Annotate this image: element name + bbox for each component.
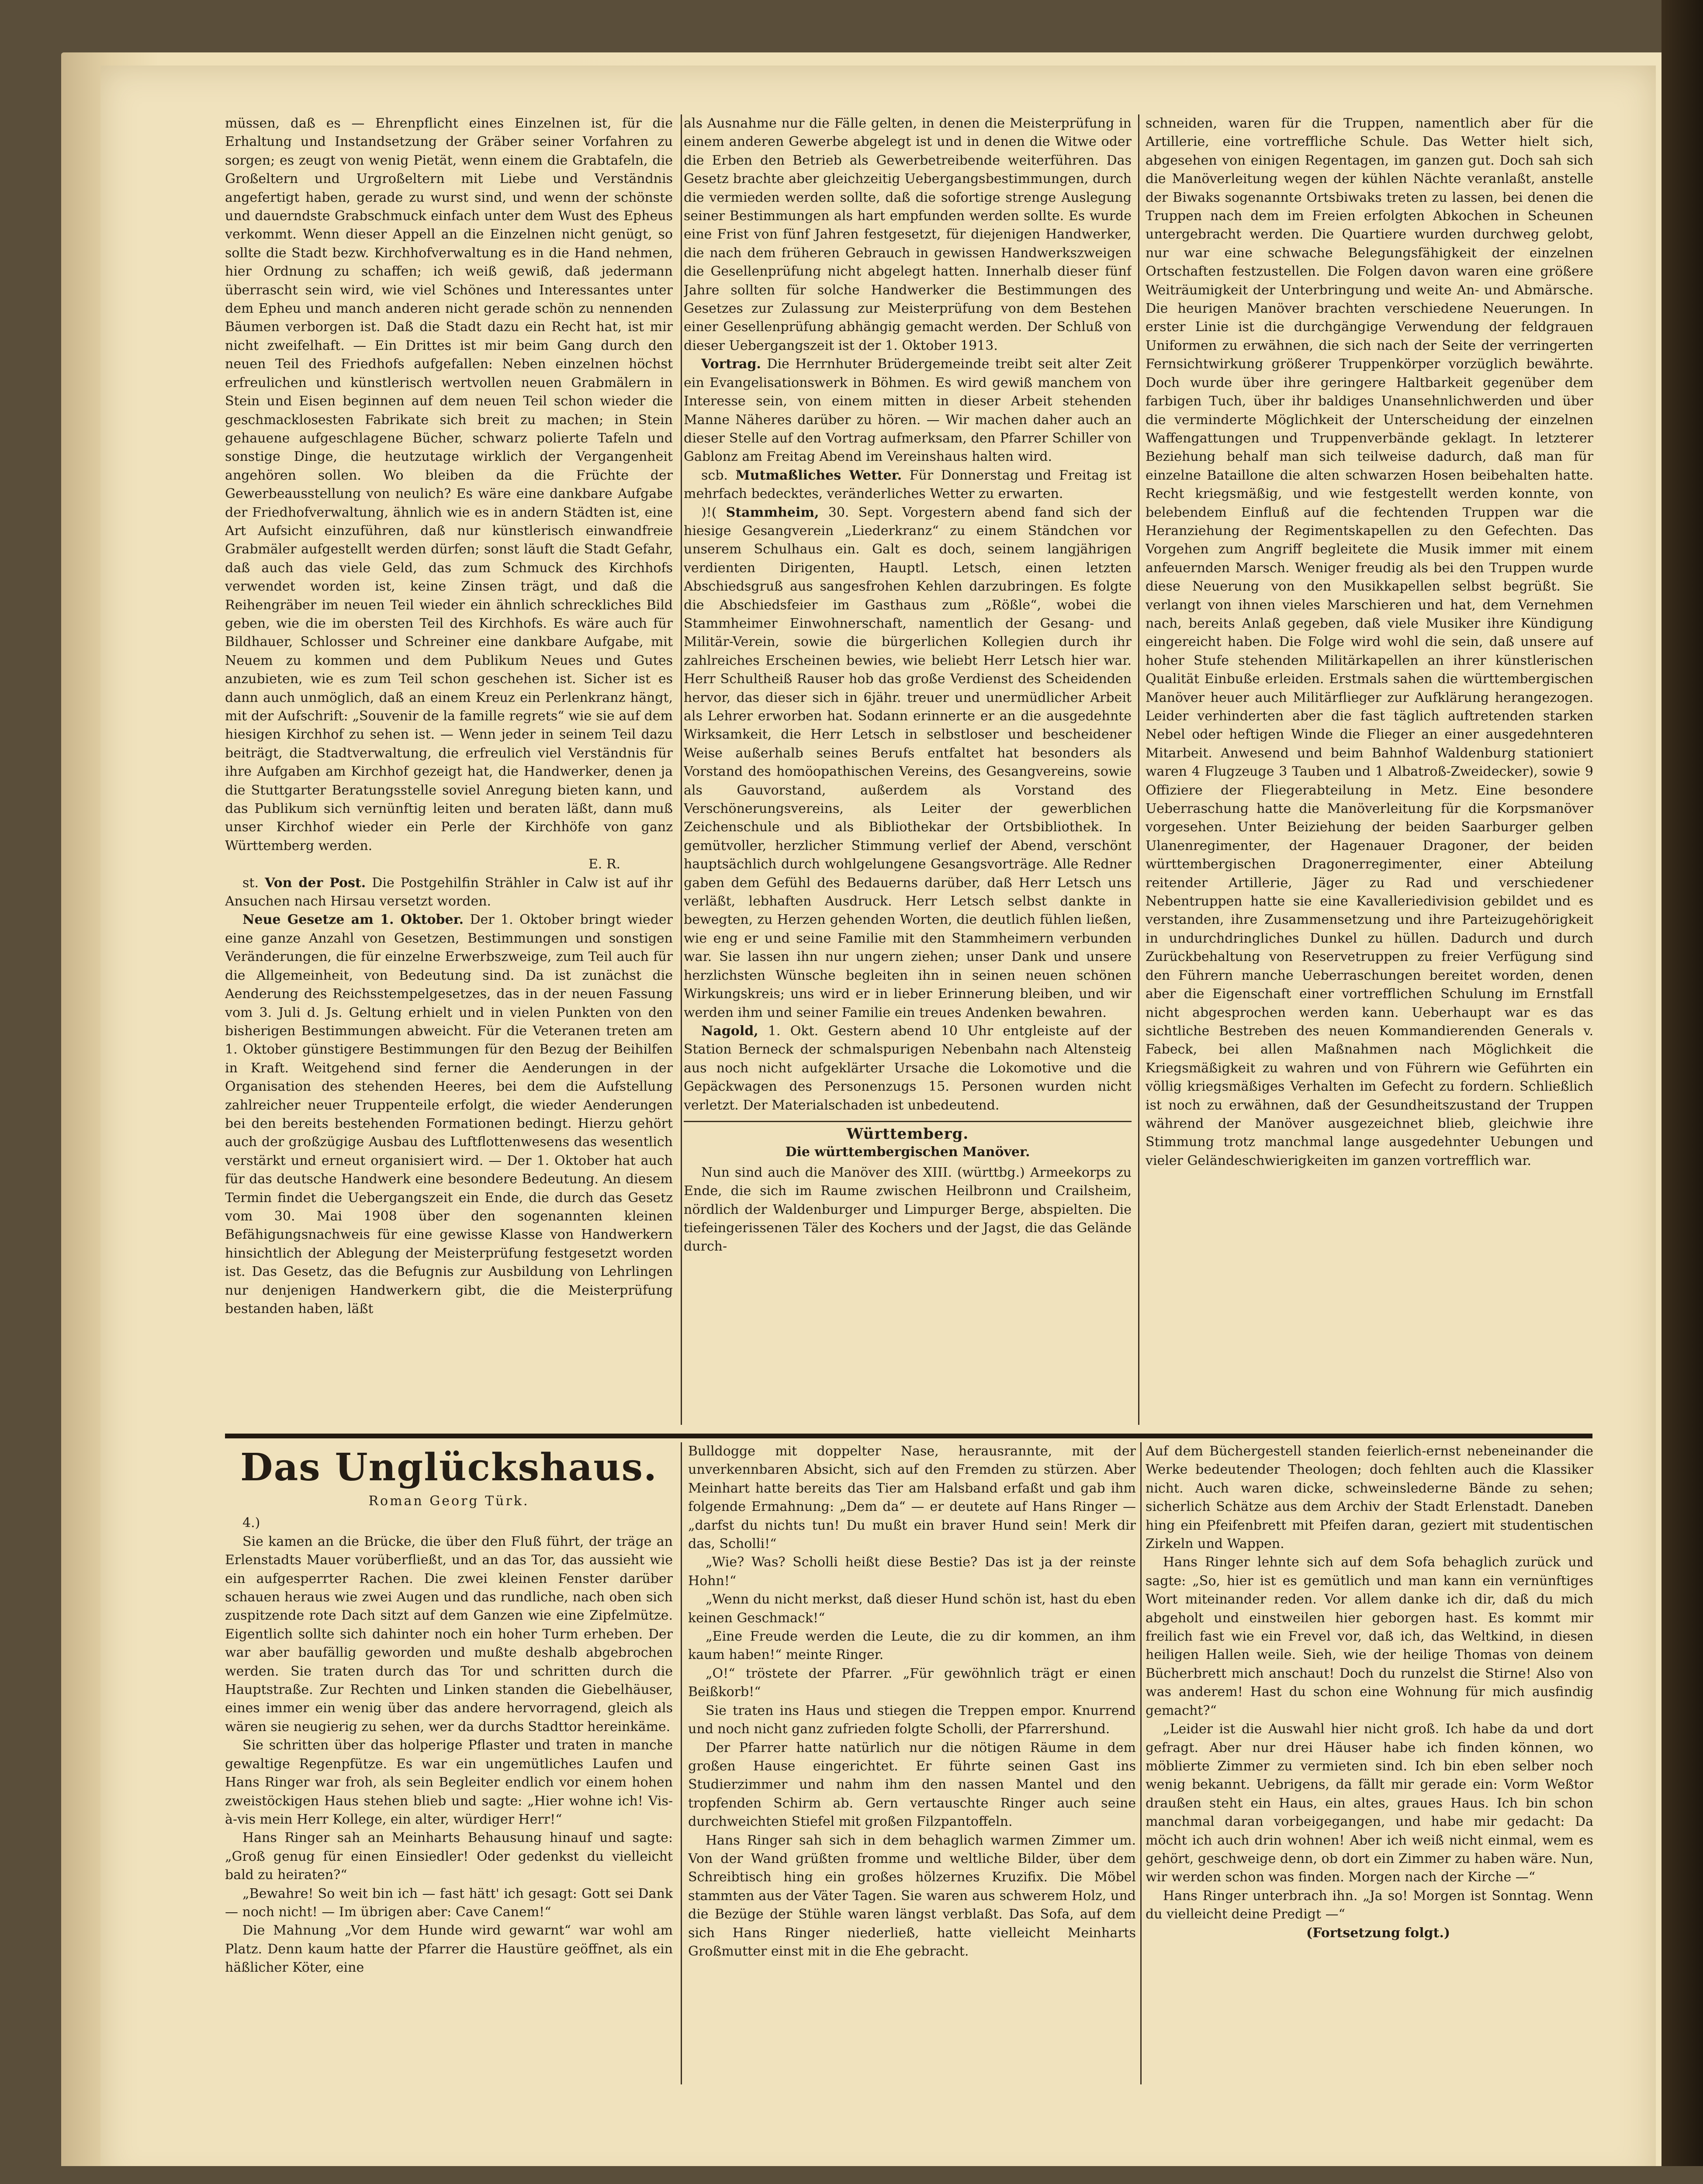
story-title: Das Unglückshaus. bbox=[240, 1445, 658, 1489]
wuerttemberg-heading: Württemberg. bbox=[846, 1125, 969, 1143]
story-paragraph: Hans Ringer sah sich in dem behaglich warmen Zimmer um. Von der Wand grüßten fromme und weltliche Bilder, über dem Schreibtisch hing ein großes hölzernes Kruzifix. Die Möbel stammten aus der Väter Tagen. Sie waren aus schwerem Holz, und die Bezüge der Stühle waren längst verblaßt. Das Sofa, auf dem sich Hans Ringer niederließ, hatte vielleicht Meinharts Großmutter einst mit in die Ehe gebracht. bbox=[688, 1832, 1136, 1959]
feuilleton-separator bbox=[225, 1434, 1592, 1438]
story-paragraph: Sie kamen an die Brücke, die über den Fluß führt, der träge an Erlenstadts Mauer vorüberfließt, und an das Tor, das aussieht wie ein aufgesperrter Rachen. Die zwei kleinen Fenster darüber schauen heraus wie zwei Augen und das rundliche, nach oben sich zuspitzende rote Dach sitzt auf dem Ganzen wie eine Zipfelmütze. Eigentlich sollte sich dahinter noch ein hoher Turm erheben. Der war aber baufällig geworden und mußte deshalb abgebrochen werden. Sie traten durch das Tor und schritten durch die Hauptstraße. Zur Rechten und Linken standen die Giebelhäuser, eines immer ein wenig über das andere hervorragend, gleich als wären sie neugierig zu sehen, wer da durchs Stadttor hereinkäme. bbox=[225, 1534, 673, 1735]
wetter-text: Für Donnerstag und Freitag ist mehrfach bedecktes, veränderliches Wetter zu erwarten. bbox=[684, 467, 1132, 502]
column-divider-1 bbox=[681, 114, 682, 1425]
continuation-note: (Fortsetzung folgt.) bbox=[1306, 1925, 1450, 1941]
wetter-lead: Mutmaßliches Wetter. bbox=[735, 467, 902, 483]
manoever-text: Nun sind auch die Manöver des XIII. (württbg.) Armeekorps zu Ende, die sich im Raume zwischen Heilbronn und Crailsheim, nördlich der Waldenburger und Limpurger Berge, abspielten. Die tiefeingerissenen Täler des Kochers und der Jagst, die das Gelände durch- bbox=[684, 1165, 1132, 1254]
vortrag-notice bbox=[684, 355, 1132, 466]
article-signature: E. R. bbox=[588, 857, 620, 872]
stammheim-text: 30. Sept. Vorgestern abend fand sich der hiesige Gesangverein „Liederkranz“ zu einem Ständchen vor unserem Schulhaus ein. Galt es doch, seinem langjährigen verdienten Dirigenten, Hauptl. Letsch, einen letzten Abschiedsgruß aus sangesfrohen Kehlen darzubringen. Es folgte die Abschiedsfeier im Gasthaus zum „Rößle“, wobei die Stammheimer Einwohnerschaft, namentlich der Gesang- und Militär-Verein, sowie die bürgerlichen Kollegien durch ihr zahlreiches Erscheinen bewies, wie beliebt Herr Letsch hier war. Herr Schultheiß Rauser hob das große Verdienst des Scheidenden hervor, das dieser sich in 6jähr. treuer und unermüdlicher Arbeit als Lehrer erworben hat. Sodann erinnerte er an die ausgedehnte Wirksamkeit, die Herr Letsch in selbstloser und bescheidener Weise außerhalb seines Berufs entfaltet hat besonders als Vorstand des homöopathischen Vereins, des Gesangvereins, sowie als Gauvorstand, außerdem als Vorstand des Verschönerungsvereins, als Leiter der gewerblichen Zeichenschule und als Bibliothekar der Ortsbibliothek. In gemütvoller, herzlicher Stimmung verlief der Abend, verschönt hauptsächlich durch wohlgelungene Gesangsvorträge. Alle Redner gaben dem Gefühl des Bedauerns darüber, daß Herr Letsch uns verläßt, lebhaften Ausdruck. Herr Letsch selbst dankte in bewegten, zu Herzen gehenden Worten, die deutlich fühlen ließen, wie eng er und seine Familie mit den Stammheimern verbunden war. Sie lassen ihn nur ungern ziehen; unser Dank und unsere herzlichsten Wünsche begleiten ihn in seinen neuen schönen Wirkungskreis; uns wird er in lieber Erinnerung bleiben, und wir werden ihm und seiner Familie ein treues Andenken bewahren. bbox=[684, 505, 1132, 1020]
story-paragraph: „Eine Freude werden die Leute, die zu dir kommen, an ihm kaum haben!“ meinte Ringer. bbox=[688, 1629, 1136, 1663]
column-divider-2 bbox=[1138, 114, 1139, 1425]
story-paragraph: Der Pfarrer hatte natürlich nur die nötigen Räume in dem großen Hause eingerichtet. Er führte seinen Gast ins Studierzimmer und nahm ihm den nassen Mantel und den tropfenden Schirm ab. Gern vertauschte Ringer auch seine durchweichten Stiefel mit großen Filzpantoffeln. bbox=[688, 1740, 1136, 1830]
nagold-lead: Nagold, bbox=[701, 1023, 758, 1039]
right-margin-strip bbox=[1661, 0, 1703, 2184]
kirchhof-article: müssen, daß es — Ehrenpflicht eines Einzelnen ist, für die Erhaltung und Instandsetzung der Gräber seiner Vorfahren zu sorgen; es zeugt von wenig Pietät, wenn einem die Grabtafeln, die Großeltern und Urgroßeltern mit Liebe und Verständnis angefertigt haben, gerade zu wurst sind, und wenn der schönste und dauerndste Grabschmuck einfach unter dem Wust des Epheus verkommt. Wenn dieser Appell an die Einzelnen nicht genügt, so sollte die Stadt bezw. Kirchhofverwaltung es in die Hand nehmen, hier Ordnung zu schaffen; ich weiß gewiß, daß jedermann überrascht sein wird, wie viel Schönes und Interessantes unter dem Epheu und manch anderen nicht gerade schön zu nennenden Bäumen verborgen ist. Daß die Stadt dazu ein Recht hat, ist mir nicht zweifelhaft. — Ein Drittes ist mir beim Gang durch den neuen Teil des Friedhofs aufgefallen: Neben einzelnen höchst erfreulichen und künstlerisch wertvollen neuen Grabmälern in Stein und Eisen beginnen auf dem neuen Teil schon wieder die geschmacklosesten Fabrikate sich breit zu machen; in Stein gehauene aufgeschlagene Bücher, schwarz polierte Tafeln und sonstige Dinge, die heutzutage wirklich der Vergangenheit angehören sollen. Wo bleiben da die Früchte der Gewerbeausstellung von neulich? Es wäre eine dankbare Aufgabe der Friedhofverwaltung, ähnlich wie es in andern Städten ist, eine Art Aufsicht einzuführen, daß nur künstlerisch einwandfreie Grabmäler aufgestellt werden dürfen; sonst läuft die Stadt Gefahr, daß auch das viele Geld, das zum Schmuck des Kirchhofs verwendet worden ist, keine Zinsen trägt, und daß die Reihengräber im neuen Teil wieder ein ähnlich schreckliches Bild geben, wie die im obersten Teil des Kirchhofs. Es wäre auch für Bildhauer, Schlosser und Schreiner eine dankbare Aufgabe, mit Neuem zu kommen und dem Publikum Neues und Gutes anzubieten, wie es zum Teil schon geschehen ist. Sicher ist es dann auch unmöglich, daß an einem Kreuz ein Perlenkranz hängt, mit der Aufschrift: „Souvenir de la famille regrets“ wie sie auf dem hiesigen Kirchhof zu sehen ist. — Wenn jeder in seinem Teil dazu beiträgt, die Stadtverwaltung, die erfreulich viel Verständnis für ihre Aufgaben am Kirchhof gezeigt hat, die Handwerker, denen ja die Stuttgarter Beratungsstelle soviel Anregung bieten kann, und das Publikum sich vernünftig leiten und beraten läßt, dann muß unser Kirchhof wieder ein Perle der Kirchhöfe von ganz Württemberg werden. bbox=[225, 116, 673, 854]
story-author: Roman Georg Türk. bbox=[368, 1493, 530, 1509]
gesetze-continued: als Ausnahme nur die Fälle gelten, in denen die Meisterprüfung in einem anderen Gewerbe abgelegt ist und in denen die Witwe oder die Erben den Betrieb als Gewerbetreibende weiterführen. Das Gesetz brachte aber gleichzeitig Uebergangsbestimmungen, durch die vermieden werden sollte, daß die sofortige strenge Auslegung seiner Bestimmungen als hart empfunden werden sollte. Es wurde eine Frist von fünf Jahren festgesetzt, für diejenigen Handwerker, die nach dem früheren Gebrauch in gewissen Handwerkszweigen die Gesellenprüfung nicht abgelegt hatten. Innerhalb dieser fünf Jahre sollten für solche Handwerker die Bestimmungen des Gesetzes zur Zulassung zur Meisterprüfung von dem Bestehen einer Gesellenprüfung abhängig gemacht werden. Der Schluß von dieser Uebergangszeit ist der 1. Oktober 1913. bbox=[684, 116, 1132, 353]
nagold-notice bbox=[684, 1022, 1132, 1115]
story-column-2 bbox=[688, 1442, 1136, 2089]
column-2 bbox=[684, 114, 1132, 1431]
stammheim-lead: Stammheim, bbox=[726, 505, 819, 520]
story-paragraph: „Leider ist die Auswahl hier nicht groß. Ich habe da und dort gefragt. Aber nur drei Häuser habe ich finden können, wo möblierte Zimmer zu vermieten sind. Ich bin eben selber noch wenig bekannt. Uebrigens, da fällt mir gerade ein: Vorm Weßtor draußen steht ein Haus, ein altes, graues Haus. Ich bin schon manchmal daran vorbeigegangen, und habe mir gedacht: Da möcht ich auch drin wohnen! Aber ich weiß nicht einmal, wem es gehört, geschweige denn, ob dort ein Zimmer zu haben wäre. Nun, wir werden schon was finden. Morgen nach der Kirche —“ bbox=[1146, 1721, 1593, 1885]
post-lead: Von der Post. bbox=[265, 875, 366, 891]
story-paragraph: „Wenn du nicht merkst, daß dieser Hund schön ist, hast du eben keinen Geschmack!“ bbox=[688, 1592, 1136, 1626]
nagold-text: 1. Okt. Gestern abend 10 Uhr entgleiste auf der Station Berneck der schmalspurigen Nebenbahn nach Altensteig aus noch nicht aufgeklärter Ursache die Lokomotive und die Gepäckwagen des Personenzugs 15. Personen wurden nicht verletzt. Der Materialschaden ist unbedeutend. bbox=[684, 1023, 1132, 1113]
story-divider-1 bbox=[681, 1442, 682, 2084]
vortrag-lead: Vortrag. bbox=[701, 356, 761, 372]
stammheim-notice bbox=[684, 504, 1132, 1022]
story-paragraph: Auf dem Büchergestell standen feierlich-ernst nebeneinander die Werke bedeutender Theologen; doch fehlten auch die Klassiker nicht. Auch waren dicke, schweinslederne Bände zu sehen; sicherlich Schätze aus dem Archiv der Stadt Erlenstadt. Daneben hing ein Pfeifenbrett mit Pfeifen daran, geziert mit studentischen Zirkeln und Wappen. bbox=[1146, 1444, 1593, 1552]
bottom-ruler bbox=[0, 2166, 1703, 2184]
story-paragraph: „Bewahre! So weit bin ich — fast hätt' ich gesagt: Gott sei Dank — noch nicht! — Im übrigen aber: Cave Canem!“ bbox=[225, 1886, 673, 1920]
column-1 bbox=[225, 114, 673, 1431]
gesetze-lead: Neue Gesetze am 1. Oktober. bbox=[242, 912, 464, 928]
story-paragraph: Hans Ringer lehnte sich auf dem Sofa behaglich zurück und sagte: „So, hier ist es gemütlich und man kann ein vernünftiges Wort miteinander reden. Vor allem danke ich dir, daß du mich abgeholt und einstweilen hier geborgen hast. Es kommt mir freilich fast wie ein Frevel vor, daß ich, das Weltkind, in diesen heiligen Hallen weile. Sieh, wie der heilige Thomas von deinem Bücherbrett mich anschaut! Doch du runzelst die Stirne! Also von was anderem! Hast du schon eine Wohnung für mich ausfindig gemacht?“ bbox=[1146, 1555, 1593, 1718]
story-paragraph: Die Mahnung „Vor dem Hunde wird gewarnt“ war wohl am Platz. Denn kaum hatte der Pfarrer die Haustüre geöffnet, als ein häßlicher Köter, eine bbox=[225, 1923, 673, 1976]
gesetze-notice bbox=[225, 911, 673, 1318]
manoever-continued: schneiden, waren für die Truppen, namentlich aber für die Artillerie, eine vortreffliche Schule. Das Wetter hielt sich, abgesehen von einigen Regentagen, im ganzen gut. Doch sah sich die Manöverleitung wegen der kühlen Nächte veranlaßt, anstelle der Biwaks sogenannte Ortsbiwaks treten zu lassen, bei denen die Truppen nach dem im Freien erfolgten Abkochen in Scheunen untergebracht werden. Die Quartiere wurden durchweg gelobt, nur war eine schwache Belegungsfähigkeit der einzelnen Ortschaften festzustellen. Die Folgen davon waren eine größere Weiträumigkeit der Unterbringung und weite An- und Abmärsche. Die heurigen Manöver brachten verschiedene Neuerungen. In erster Linie ist die durchgängige Verwendung der feldgrauen Uniformen zu erwähnen, die sich nach der Seite der verringerten Fernsichtwirkung größerer Truppenkörper vorzüglich bewährte. Doch wurde über ihre geringere Haltbarkeit gegenüber dem farbigen Tuch, über ihr baldiges Unansehnlichwerden und über die verminderte Möglichkeit der Unterscheidung der einzelnen Waffengattungen und Truppenverbände geklagt. In letzterer Beziehung behalf man sich teilweise dadurch, daß man für einzelne Bataillone die alten schwarzen Hosen beibehalten hatte. Recht kriegsmäßig, und wie festgestellt werden konnte, von belebendem Einfluß auf die fechtenden Truppen war die Heranziehung der Regimentskapellen zu den Gefechten. Das Vorgehen zum Angriff begleitete die Musik immer mit einem anfeuernden Marsch. Weniger freudig als bei den Truppen wurde diese Neuerung von den Musikkapellen selbst begrüßt. Sie verlangt von ihnen vieles Marschieren und hat, dem Vernehmen nach, bereits Anlaß gegeben, daß viele Musiker ihre Kündigung eingereicht haben. Die Folge wird wohl die sein, daß unsere auf hoher Stufe stehenden Militärkapellen an ihrer künstlerischen Qualität Einbuße erleiden. Erstmals sahen die württembergischen Manöver heuer auch Militärflieger zur Aufklärung herangezogen. Leider verhinderten aber die fast täglich auftretenden starken Nebel oder heftigen Winde die Flieger an einer ausgedehnteren Mitarbeit. Anwesend und beim Bahnhof Waldenburg stationiert waren 4 Flugzeuge 3 Tauben und 1 Albatroß-Zweidecker), sowie 9 Offiziere der Fliegerabteilung in Metz. Eine besondere Ueberraschung hatte die Manöverleitung für die Korpsmanöver vorgesehen. Unter Beiziehung der beiden Saarburger gelben Ulanenregimenter, der Hagenauer Dragoner, der beiden württembergischen Dragonerregimenter, einer Abteilung reitender Artillerie, Jäger zu Rad und verschiedener Nebentruppen hatte sie eine Kavalleriedivision gebildet und es verstanden, ihre Zusammensetzung und ihre Parteizugehörigkeit in undurchdringliches Dunkel zu hüllen. Dadurch und durch Zurückbehaltung von Reservetruppen zu freier Verfügung sind den Führern manche Ueberraschungen bereitet worden, denen aber die Eigenschaft einer vortrefflichen Schulung im Ernstfall nicht abgesprochen werden kann. Ueberhaupt war es das sichtliche Bestreben des neuen Kommandierenden Generals v. Fabeck, bei allen Maßnahmen nach Möglichkeit die Kriegsmäßigkeit zu wahren und von Führern wie Geführten ein völlig kriegsmäßiges Verhalten im Gefecht zu fordern. Schließlich ist noch zu erwähnen, daß der Gesundheitszustand der Truppen während der Manöver ausgezeichnet blieb, gleichwie ihre Stimmung trotz manchmal lange ausgedehnter Uebungen und vieler Geländeschwierigkeiten im ganzen vortrefflich war. bbox=[1146, 116, 1593, 1168]
story-paragraph: Sie traten ins Haus und stiegen die Treppen empor. Knurrend und noch nicht ganz zufrieden folgte Scholli, der Pfarrershund. bbox=[688, 1703, 1136, 1737]
story-paragraph: „Wie? Was? Scholli heißt diese Bestie? Das ist ja der reinste Hohn!“ bbox=[688, 1555, 1136, 1589]
story-paragraph: „O!“ tröstete der Pfarrer. „Für gewöhnlich trägt er einen Beißkorb!“ bbox=[688, 1666, 1136, 1700]
wetter-notice bbox=[684, 467, 1132, 504]
vortrag-text: Die Herrnhuter Brüdergemeinde treibt seit alter Zeit ein Evangelisationswerk in Böhmen. Es wird gewiß manchem von Interesse sein, von einem mitten in dieser Arbeit stehenden Manne Näheres darüber zu hören. — Wir machen daher auch an dieser Stelle auf den Vortrag aufmerksam, den Pfarrer Schiller von Gablonz am Freitag Abend im Vereinshaus halten wird. bbox=[684, 356, 1132, 465]
story-title-block bbox=[225, 1446, 673, 1510]
story-paragraph: Sie schritten über das holperige Pflaster und traten in manche gewaltige Regenpfütze. Es war ein ungemütliches Laufen und Hans Ringer war froh, als sein Begleiter endlich vor einem hohen zweistöckigen Haus stehen blieb und sagte: „Hier wohne ich! Vis-à-vis mein Herr Kollege, ein alter, würdiger Herr!“ bbox=[225, 1738, 673, 1827]
post-text: Die Postgehilfin Strähler in Calw ist auf ihr Ansuchen nach Hirsau versetzt worden. bbox=[225, 875, 673, 909]
stammheim-prefix: )!( bbox=[701, 505, 717, 520]
story-column-3 bbox=[1146, 1442, 1593, 2089]
story-paragraph: Bulldogge mit doppelter Nase, herausrannte, mit der unverkennbaren Absicht, sich auf den Fremden zu stürzen. Aber Meinhart hatte bereits das Tier am Halsband erfaßt und gab ihm folgende Ermahnung: „Dem da“ — er deutete auf Hans Ringer — „darfst du nichts tun! Du mußt ein braver Hund sein! Merk dir das, Scholli!“ bbox=[688, 1444, 1136, 1552]
story-column-1 bbox=[225, 1442, 673, 2089]
story-paragraph: Hans Ringer unterbrach ihn. „Ja so! Morgen ist Sonntag. Wenn du vielleicht deine Predigt —“ bbox=[1146, 1888, 1593, 1922]
wetter-prefix: scb. bbox=[701, 467, 728, 483]
section-rule bbox=[684, 1121, 1132, 1122]
post-notice bbox=[225, 874, 673, 911]
gesetze-text: Der 1. Oktober bringt wieder eine ganze Anzahl von Gesetzen, Bestimmungen und sonstigen Veränderungen, die für einzelne Erwerbszweige, zum Teil auch für die Allgemeinheit, von Bedeutung sind. Da ist zunächst die Aenderung des Reichsstempelgesetzes, das in der neuen Fassung vom 3. Juli d. Js. Geltung erhielt und in vielen Punkten von den bisherigen Bestimmungen abweicht. Für die Veteranen treten am 1. Oktober günstigere Bestimmungen für den Bezug der Beihilfen in Kraft. Weitgehend sind ferner die Aenderungen in der Organisation des stehenden Heeres, bei dem die Aufstellung zahlreicher neuer Truppenteile erfolgt, die wieder Aenderungen bei den bereits bestehenden Formationen bedingt. Hierzu gehört auch der großzügige Ausbau des Luftflottenwesens das wesentlich verstärkt und erneut organisiert wird. — Der 1. Oktober hat auch für das deutsche Handwerk eine besondere Bedeutung. An diesem Termin findet die Uebergangszeit ein Ende, die durch das Gesetz vom 30. Mai 1908 über den sogenannten kleinen Befähigungsnachweis für eine gewisse Klasse von Handwerkern hinsichtlich der Ablegung der Meisterprüfung festgesetzt worden ist. Das Gesetz, das die Befugnis zur Ausbildung von Lehrlingen nur denjenigen Handwerkern gibt, die die Meisterprüfung bestanden haben, läßt bbox=[225, 912, 673, 1317]
manoever-subheading: Die württembergischen Manöver. bbox=[785, 1144, 1030, 1160]
story-paragraph: Hans Ringer sah an Meinharts Behausung hinauf und sagte: „Groß genug für einen Einsiedler! Oder gedenkst du vielleicht bald zu heiraten?“ bbox=[225, 1830, 673, 1883]
column-3 bbox=[1146, 114, 1593, 1431]
story-divider-2 bbox=[1140, 1442, 1142, 2084]
post-prefix: st. bbox=[242, 875, 259, 891]
story-part-number: 4.) bbox=[242, 1515, 260, 1531]
